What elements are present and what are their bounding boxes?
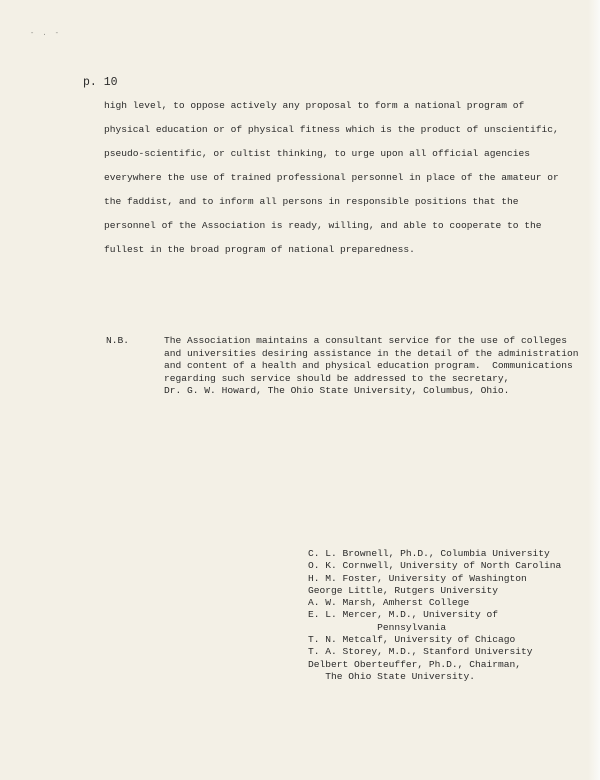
note-line: and universities desiring assistance in the detail of the administration [164, 347, 579, 359]
signatory-list [308, 548, 578, 683]
header-mark: - . - [30, 30, 62, 38]
note-line: and content of a health and physical education program. Communications [164, 360, 573, 371]
signatory-line: C. L. Brownell, Ph.D., Columbia University [308, 548, 550, 559]
page-edge [588, 0, 600, 780]
signatory-line: A. W. Marsh, Amherst College [308, 597, 470, 609]
signatory-line: Pennsylvania [308, 621, 447, 633]
body-line: the faddist, and to inform all persons in responsible positions that the [104, 196, 519, 207]
signatory-line: T. N. Metcalf, University of Chicago [308, 634, 516, 646]
body-line: personnel of the Association is ready, willing, and able to cooperate to the [104, 220, 542, 231]
body-line: physical education or of physical fitness which is the product of unscientific, [104, 124, 559, 135]
nota-bene-text [164, 335, 579, 398]
signatory-line: H. M. Foster, University of Washington [308, 572, 527, 584]
nota-bene-label: N.B. [106, 335, 130, 346]
body-line: everywhere the use of trained professional personnel in place of the amateur or [104, 172, 559, 183]
page-number: p. 10 [83, 76, 118, 89]
body-line: high level, to oppose actively any proposal to form a national program of [104, 100, 525, 111]
signatory-line: The Ohio State University. [308, 670, 475, 682]
note-line: Dr. G. W. Howard, The Ohio State University, Columbus, Ohio. [164, 385, 510, 396]
signatory-line: O. K. Cornwell, University of North Carolina [308, 560, 562, 572]
body-line: pseudo-scientific, or cultist thinking, to urge upon all official agencies [104, 148, 531, 159]
signatory-line: Delbert Oberteuffer, Ph.D., Chairman, [308, 658, 522, 670]
signatory-line: E. L. Mercer, M.D., University of [308, 609, 498, 621]
body-line: fullest in the broad program of national preparedness. [104, 244, 415, 255]
note-line: The Association maintains a consultant service for the use of colleges [164, 335, 568, 346]
body-paragraph [104, 94, 559, 262]
signatory-line: George Little, Rutgers University [308, 584, 498, 596]
signatory-line: T. A. Storey, M.D., Stanford University [308, 646, 533, 658]
note-line: regarding such service should be addressed to the secretary, [164, 372, 510, 384]
